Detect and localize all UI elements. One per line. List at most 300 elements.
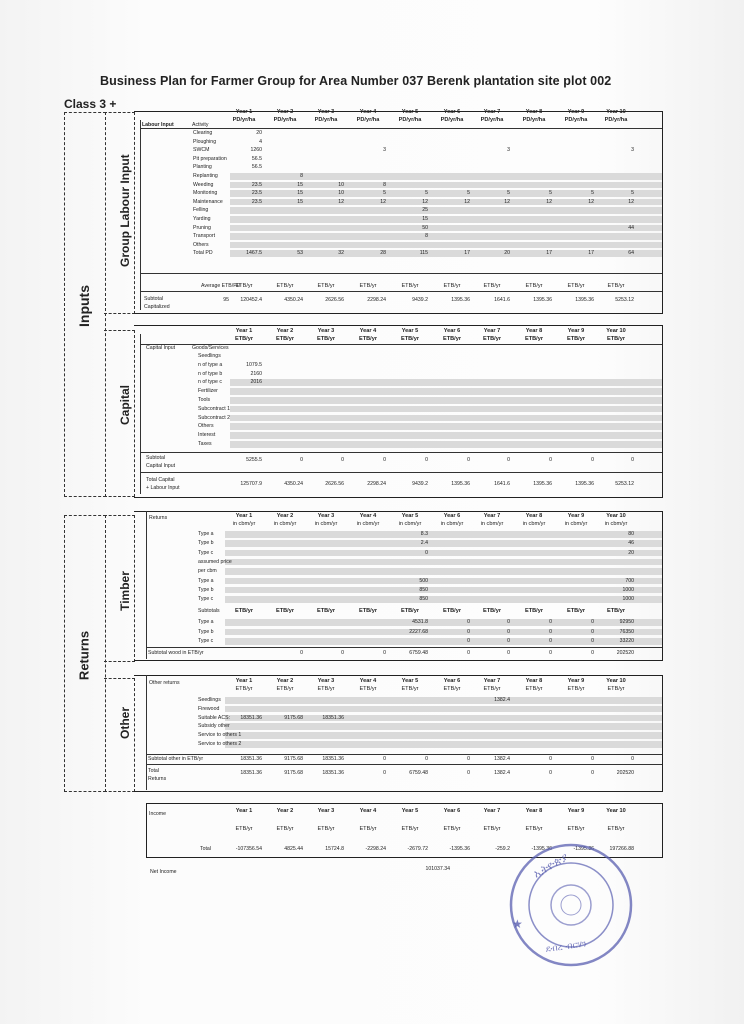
labour-year-header-y4: Year 4: [359, 109, 377, 115]
labour-subtotal-y6: 1395.36: [451, 297, 470, 303]
labour-clearing-y1: 20: [256, 130, 262, 136]
timber-sub-row-y10: 92950: [619, 619, 634, 625]
income-total-y9: -1395.36: [573, 846, 594, 852]
rule-line: [140, 472, 662, 473]
labour-capitalized-label: Capitalized: [144, 304, 170, 310]
income-unit-header-y7: ETB/yr: [483, 826, 501, 832]
timber-sub-unit-y6: ETB/yr: [442, 608, 462, 614]
labour-unit-header-y7: PD/yr/ha: [480, 117, 504, 123]
capital-unit-header-y1: ETB/yr: [234, 336, 254, 342]
timber-sub-row-y7: 0: [507, 628, 510, 635]
labour-monitoring-y8: 5: [549, 190, 552, 197]
income-year-header-y4: Year 4: [359, 808, 377, 814]
labour-avg-unit-y3: ETB/yr: [317, 283, 335, 289]
capital-unit-header-y5: ETB/yr: [400, 336, 420, 342]
other-unit-header-y6: ETB/yr: [443, 686, 461, 692]
labour-subtotal-y3: 2626.56: [325, 297, 344, 303]
timber-row-y5: 8.3: [420, 531, 428, 537]
capital-unit-header-y4: ETB/yr: [358, 336, 378, 342]
labour-row-label: Weeding: [193, 181, 214, 188]
capital-subtotal-y6: 0: [467, 457, 470, 463]
labour-row-label: Yarding: [193, 216, 211, 222]
rule-line: [140, 128, 662, 129]
other-subtotal-y2: 9175.68: [284, 756, 303, 762]
labour-monitoring-y1: 23.5: [251, 190, 262, 197]
group-labour-side-label: Group Labour Input: [118, 154, 132, 267]
capital-row-label: Tools: [198, 397, 211, 403]
labour-row-label: Pruning: [193, 224, 211, 231]
timber-sub-row-label: Type b: [198, 628, 214, 635]
labour-year-header-y3: Year 3: [317, 109, 335, 115]
labour-avg-unit-y9: ETB/yr: [567, 283, 585, 289]
labour-row-label: Maintenance: [193, 198, 223, 205]
other-subtotal-y8: 0: [549, 756, 552, 762]
other-row-y3: 18351.36: [322, 714, 344, 721]
timber-subtotal-y4: 0: [383, 650, 386, 656]
timber-year-header-y7: Year 7: [483, 513, 501, 519]
timber-unit-header-y10: in cbm/yr: [604, 521, 628, 527]
capital-row-label: Others: [198, 423, 214, 430]
capital-row-label: Subcontract 2: [198, 414, 231, 421]
capital-row-label: Interest: [198, 432, 216, 439]
other-year-header-y10: Year 10: [606, 678, 626, 684]
labour-avg-unit-y7: ETB/yr: [483, 283, 501, 289]
labour-total-pd-y8: 17: [546, 250, 552, 257]
other-unit-header-y2: ETB/yr: [276, 686, 294, 692]
labour-avg-unit-y8: ETB/yr: [525, 283, 543, 289]
document-title: Business Plan for Farmer Group for Area Number 037 Berenk plantation site plot 002: [100, 74, 612, 88]
labour-subtotal-y4: 2298.24: [367, 297, 386, 303]
timber-row-y10: 700: [625, 577, 634, 584]
capital-subtotal-y10: 0: [631, 457, 634, 463]
capital-total-y9: 1395.36: [575, 481, 594, 487]
income-year-header-y10: Year 10: [606, 808, 626, 814]
timber-sub-row-y5: 2227.68: [409, 628, 428, 635]
timber-subtotal-y3: 0: [341, 650, 344, 656]
timber-sub-row-y10: 76350: [619, 628, 634, 635]
income-total-y5: -2679.72: [407, 846, 428, 852]
labour-subtotal-y9: 1395.36: [575, 297, 594, 303]
income-total-label: Total: [200, 846, 211, 852]
labour-pruning-y5: 50: [422, 224, 428, 231]
capital-subtotal-y4: 0: [383, 457, 386, 463]
row-shading: [230, 441, 662, 448]
capital-year-header-y6: Year 6: [443, 328, 461, 334]
income-year-header-y7: Year 7: [483, 808, 501, 814]
timber-unit-header-y8: in cbm/yr: [522, 521, 546, 527]
labour-total-pd-y3: 32: [338, 250, 344, 257]
official-stamp: [506, 840, 636, 970]
other-unit-header-y9: ETB/yr: [567, 686, 585, 692]
capital-unit-header-y7: ETB/yr: [482, 336, 502, 342]
capital-row-label: n of type c: [198, 379, 222, 386]
other-unit-header-y5: ETB/yr: [401, 686, 419, 692]
labour-row-label: Transport: [193, 233, 216, 240]
net-income-label: Net Income: [150, 869, 177, 875]
timber-row-y5: 850: [419, 596, 428, 603]
other-subtotal-y4: 0: [383, 756, 386, 762]
goods-services-label: Goods/Services: [192, 345, 229, 351]
row-shading: [225, 741, 662, 748]
row-shading: [230, 216, 662, 223]
timber-sub-unit-y3: ETB/yr: [316, 608, 336, 614]
labour-avg-unit-y2: ETB/yr: [276, 283, 294, 289]
labour-year-header-y10: Year 10: [606, 109, 626, 115]
capital-row-y1: 1079.5: [246, 361, 262, 368]
total-returns-y3: 18351.36: [322, 770, 344, 776]
labour-subtotal-y7: 1641.6: [494, 297, 510, 303]
labour-unit-header-y9: PD/yr/ha: [564, 117, 588, 123]
income-total-y10: 197266.88: [609, 846, 634, 852]
labour-avg-unit-y4: ETB/yr: [359, 283, 377, 289]
labour-year-header-y5: Year 5: [401, 109, 419, 115]
labour-row-label: Replanting: [193, 173, 218, 179]
total-returns-label-2: Returns: [148, 776, 167, 782]
capital-unit-header-y6: ETB/yr: [442, 336, 462, 342]
total-returns-y6: 0: [467, 770, 470, 776]
other-year-header-y4: Year 4: [359, 678, 377, 684]
other-row-label: Subsidy other: [198, 723, 230, 730]
income-total-y6: -1395.36: [449, 846, 470, 852]
timber-row-label: per cbm: [198, 568, 217, 575]
timber-year-header-y1: Year 1: [235, 513, 253, 519]
timber-sub-row-y7: 0: [507, 638, 510, 645]
row-shading: [230, 207, 662, 214]
labour-replanting-y2: 8: [300, 173, 303, 179]
timber-unit-header-y4: in cbm/yr: [356, 521, 380, 527]
timber-sub-unit-y8: ETB/yr: [524, 608, 544, 614]
labour-unit-header-y8: PD/yr/ha: [522, 117, 546, 123]
capital-row-label: Fertilizer: [198, 388, 218, 395]
labour-monitoring-y7: 5: [507, 190, 510, 197]
timber-year-header-y3: Year 3: [317, 513, 335, 519]
timber-sub-row-y6: 0: [467, 638, 470, 645]
rule-line: [140, 334, 141, 494]
labour-head-label: Labour Input: [142, 122, 174, 128]
labour-weeding-y3: 10: [338, 181, 344, 188]
income-year-header-y8: Year 8: [525, 808, 543, 814]
labour-year-header-y8: Year 8: [525, 109, 543, 115]
timber-sub-row-y8: 0: [549, 638, 552, 645]
other-year-header-y7: Year 7: [483, 678, 501, 684]
timber-row-y10: 1000: [622, 586, 634, 593]
capital-total-y5: 9439.2: [412, 481, 428, 487]
income-unit-header-y1: ETB/yr: [235, 826, 253, 832]
rule-line: [140, 120, 141, 310]
class-label: Class 3 +: [64, 97, 117, 111]
labour-maintenance-y5: 12: [422, 198, 428, 205]
total-returns-y8: 0: [549, 770, 552, 776]
rule-line: [146, 675, 147, 790]
stamp-text-top: ኢትዮጵያ: [531, 850, 571, 881]
labour-row-label: Pit preparation: [193, 155, 227, 162]
other-row-label: Service to others 1: [198, 732, 242, 739]
row-shading: [230, 388, 662, 395]
other-row-label: Suitable ACS:: [198, 714, 231, 721]
capital-row-label: Subcontract 1: [198, 405, 231, 412]
income-year-header-y5: Year 5: [401, 808, 419, 814]
rule-line: [140, 273, 662, 274]
capital-total-y1: 125707.9: [240, 481, 262, 487]
labour-weeding-y2: 15: [297, 181, 303, 188]
timber-year-header-y8: Year 8: [525, 513, 543, 519]
capital-unit-header-y8: ETB/yr: [524, 336, 544, 342]
timber-sub-unit-y4: ETB/yr: [358, 608, 378, 614]
timber-sub-row-y6: 0: [467, 628, 470, 635]
row-shading: [225, 559, 662, 566]
labour-ploughing-y1: 4: [259, 138, 262, 145]
timber-year-header-y2: Year 2: [276, 513, 294, 519]
labour-monitoring-y10: 5: [631, 190, 634, 197]
other-subtotal-label: Subtotal other in ETB/yr: [148, 756, 204, 762]
labour-row-label: Monitoring: [193, 190, 218, 197]
income-year-header-y9: Year 9: [567, 808, 585, 814]
labour-monitoring-y6: 5: [467, 190, 470, 197]
labour-swcm-y10: 3: [631, 147, 634, 154]
timber-row-label: assumed price: [198, 558, 232, 565]
labour-unit-header-y10: PD/yr/ha: [604, 117, 628, 123]
timber-year-header-y4: Year 4: [359, 513, 377, 519]
labour-maintenance-y4: 12: [380, 198, 386, 205]
total-returns-y5: 6759.48: [409, 770, 428, 776]
timber-sub-row-label: Type a: [198, 619, 214, 625]
labour-monitoring-y2: 15: [297, 190, 303, 197]
income-unit-header-y2: ETB/yr: [276, 826, 294, 832]
labour-subtotal-y5: 9439.2: [412, 297, 428, 303]
timber-row-label: Type b: [198, 540, 214, 547]
income-year-header-y2: Year 2: [276, 808, 294, 814]
labour-input-label: + Labour Input: [146, 485, 180, 491]
capital-subtotal-y1: 5255.5: [246, 457, 262, 463]
capital-total-y3: 2626.56: [325, 481, 344, 487]
labour-row-label: Others: [193, 241, 209, 248]
capital-total-y6: 1395.36: [451, 481, 470, 487]
timber-unit-header-y7: in cbm/yr: [480, 521, 504, 527]
timber-row-label: Type a: [198, 577, 214, 584]
timber-row-y5: 500: [419, 577, 428, 584]
labour-year-header-y6: Year 6: [443, 109, 461, 115]
total-returns-label: Total: [148, 768, 159, 774]
capital-year-header-y2: Year 2: [276, 328, 294, 334]
timber-subtotal-y8: 0: [549, 650, 552, 656]
timber-unit-header-y6: in cbm/yr: [440, 521, 464, 527]
labour-unit-header-y5: PD/yr/ha: [398, 117, 422, 123]
row-shading: [230, 242, 662, 249]
total-capital-label: Total Capital: [146, 477, 175, 483]
capital-year-header-y4: Year 4: [359, 328, 377, 334]
labour-avg-unit-y6: ETB/yr: [443, 283, 461, 289]
capital-row-label: n of type a: [198, 361, 223, 368]
income-unit-header-y3: ETB/yr: [317, 826, 335, 832]
other-year-header-y8: Year 8: [525, 678, 543, 684]
other-row-y1: 18351.36: [240, 714, 262, 721]
timber-row-label: Type a: [198, 531, 214, 537]
labour-maintenance-y1: 23.5: [251, 198, 262, 205]
timber-subtotal-y7: 0: [507, 650, 510, 656]
stamp-text-bottom: ደብረ ብርሃን: [545, 939, 588, 955]
labour-total-pd-y4: 28: [380, 250, 386, 257]
timber-year-header-y6: Year 6: [443, 513, 461, 519]
other-subtotal-y10: 0: [631, 756, 634, 762]
timber-sub-row-label: Type c: [198, 638, 214, 645]
capital-total-y4: 2298.24: [367, 481, 386, 487]
labour-monitoring-y4: 5: [383, 190, 386, 197]
total-returns-y9: 0: [591, 770, 594, 776]
other-year-header-y5: Year 5: [401, 678, 419, 684]
row-shading: [230, 233, 662, 240]
other-row-y7: 1382.4: [494, 697, 510, 703]
timber-subtotal-y10: 202520: [616, 650, 634, 656]
timber-unit-header-y3: in cbm/yr: [314, 521, 338, 527]
labour-maintenance-y9: 12: [588, 198, 594, 205]
labour-planting-y1: 56.5: [251, 164, 262, 171]
income-unit-header-y8: ETB/yr: [525, 826, 543, 832]
labour-felling-y5: 25: [422, 207, 428, 214]
income-total-y4: -2298.24: [365, 846, 386, 852]
income-unit-header-y4: ETB/yr: [359, 826, 377, 832]
labour-subtotal-y8: 1395.36: [533, 297, 552, 303]
total-returns-y1: 18351.36: [240, 770, 262, 776]
other-unit-header-y10: ETB/yr: [607, 686, 625, 692]
labour-total-pd-y2: 53: [297, 250, 303, 257]
timber-row-label: Type b: [198, 586, 214, 593]
other-row-y2: 9175.68: [284, 714, 303, 721]
labour-total-pd-y9: 17: [588, 250, 594, 257]
other-unit-header-y7: ETB/yr: [483, 686, 501, 692]
capital-side-label: Capital: [118, 385, 132, 426]
other-year-header-y1: Year 1: [235, 678, 253, 684]
timber-row-y10: 46: [628, 540, 634, 547]
income-year-header-y6: Year 6: [443, 808, 461, 814]
capital-subtotal-y8: 0: [549, 457, 552, 463]
labour-swcm-y7: 3: [507, 147, 510, 154]
timber-sub-unit-y9: ETB/yr: [566, 608, 586, 614]
timber-subtotal-y9: 0: [591, 650, 594, 656]
capital-unit-header-y9: ETB/yr: [566, 336, 586, 342]
capital-subtotal-y3: 0: [341, 457, 344, 463]
timber-sub-unit-y1: ETB/yr: [234, 608, 254, 614]
timber-sub-row-y9: 0: [591, 638, 594, 645]
rule-line: [146, 754, 662, 755]
capital-year-header-y8: Year 8: [525, 328, 543, 334]
labour-subtotal-y2: 4350.24: [284, 297, 303, 303]
labour-unit-header-y4: PD/yr/ha: [356, 117, 380, 123]
other-subtotal-y3: 18351.36: [322, 756, 344, 762]
row-shading: [225, 697, 662, 704]
other-subtotal-y5: 0: [425, 756, 428, 762]
labour-maintenance-y8: 12: [546, 198, 552, 205]
labour-row-label: Ploughing: [193, 138, 217, 145]
labour-total-pd-y10: 64: [628, 250, 634, 257]
timber-subtotals-label: Subtotals: [198, 608, 220, 614]
timber-subtotal-y5: 6759.48: [409, 650, 428, 656]
other-returns-label: Other returns: [149, 680, 180, 686]
timber-sub-row-y7: 0: [507, 619, 510, 625]
timber-row-y10: 80: [628, 531, 634, 537]
timber-sub-row-y10: 33220: [619, 638, 634, 645]
timber-row-y10: 20: [628, 549, 634, 556]
labour-avg-unit-y10: ETB/yr: [607, 283, 625, 289]
other-unit-header-y3: ETB/yr: [317, 686, 335, 692]
income-total-y1: -107356.54: [235, 846, 262, 852]
timber-row-y5: 2.4: [420, 540, 428, 547]
timber-unit-header-y2: in cbm/yr: [273, 521, 297, 527]
row-shading: [225, 732, 662, 739]
labour-weeding-y1: 23.5: [251, 181, 262, 188]
capital-row-label: n of type b: [198, 370, 223, 377]
labour-unit-header-y2: PD/yr/ha: [273, 117, 297, 123]
capital-year-header-y1: Year 1: [235, 328, 253, 334]
labour-avg-unit-y1: ETB/yr: [235, 283, 253, 289]
other-year-header-y9: Year 9: [567, 678, 585, 684]
row-shading: [230, 379, 662, 386]
other-row-label: Firewood: [198, 705, 220, 712]
rule-line: [146, 511, 147, 659]
other-row-label: Seedlings: [198, 697, 221, 703]
timber-sub-row-y5: 4531.8: [412, 619, 428, 625]
timber-sub-row-y9: 0: [591, 628, 594, 635]
labour-row-label: Planting: [193, 164, 212, 171]
activity-label: Activity: [192, 122, 209, 128]
labour-monitoring-y5: 5: [425, 190, 428, 197]
row-shading: [225, 568, 662, 575]
timber-row-y10: 1000: [622, 596, 634, 603]
other-side-label: Other: [118, 707, 132, 740]
other-unit-header-y4: ETB/yr: [359, 686, 377, 692]
timber-sub-row-y8: 0: [549, 619, 552, 625]
capital-input-label: Capital Input: [146, 463, 176, 469]
timber-row-label: Type c: [198, 549, 214, 556]
capital-subtotal-label: Subtotal: [146, 455, 166, 461]
capital-year-header-y9: Year 9: [567, 328, 585, 334]
capital-year-header-y7: Year 7: [483, 328, 501, 334]
labour-row-label: SWCM: [193, 147, 210, 154]
other-unit-header-y8: ETB/yr: [525, 686, 543, 692]
timber-row-y5: 0: [425, 549, 428, 556]
total-returns-y4: 0: [383, 770, 386, 776]
other-year-header-y3: Year 3: [317, 678, 335, 684]
other-subtotal-y9: 0: [591, 756, 594, 762]
labour-maintenance-y10: 12: [628, 198, 634, 205]
labour-weeding-y4: 8: [383, 181, 386, 188]
inputs-side-label: Inputs: [76, 285, 92, 327]
labour-pit-preparation-y1: 56.5: [251, 155, 262, 162]
labour-total-pd-y7: 20: [504, 250, 510, 257]
income-year-header-y3: Year 3: [317, 808, 335, 814]
rule-line: [146, 647, 662, 648]
labour-year-header-y9: Year 9: [567, 109, 585, 115]
labour-subtotal-rate: 95: [223, 297, 229, 303]
capital-subtotal-y7: 0: [507, 457, 510, 463]
total-returns-y7: 1382.4: [494, 770, 510, 776]
capital-head-label: Capital Input: [146, 345, 176, 351]
capital-unit-header-y3: ETB/yr: [316, 336, 336, 342]
income-label: Income: [149, 811, 167, 817]
labour-row-label: Total PD: [193, 250, 213, 257]
other-year-header-y6: Year 6: [443, 678, 461, 684]
row-shading: [230, 406, 662, 413]
timber-unit-header-y9: in cbm/yr: [564, 521, 588, 527]
timber-row-y5: 850: [419, 586, 428, 593]
capital-row-y1: 2016: [250, 379, 262, 386]
income-year-header-y1: Year 1: [235, 808, 253, 814]
labour-row-label: Clearing: [193, 130, 213, 136]
timber-sub-row-y8: 0: [549, 628, 552, 635]
other-unit-header-y1: ETB/yr: [235, 686, 253, 692]
returns-side-label: Returns: [76, 630, 92, 681]
capital-row-label: Seedlings: [198, 353, 221, 359]
row-shading: [230, 397, 662, 404]
